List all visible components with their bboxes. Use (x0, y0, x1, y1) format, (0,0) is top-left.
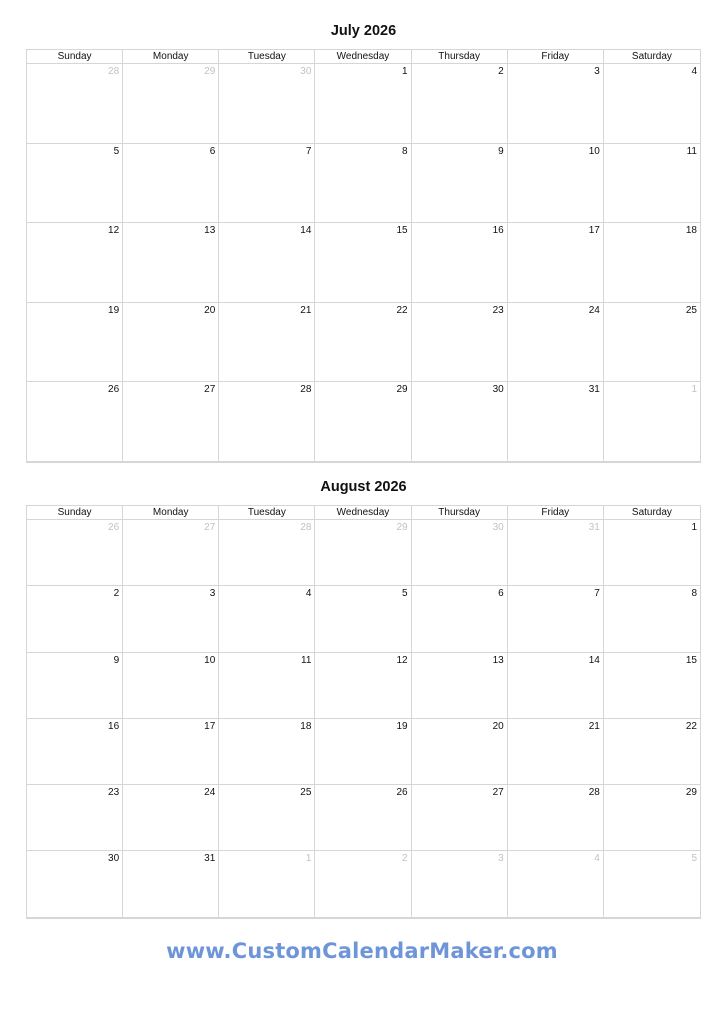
day-number: 12 (108, 225, 120, 236)
adjacent-month-day-number: 4 (594, 853, 600, 865)
day-cell (604, 144, 700, 224)
day-number: 25 (300, 787, 312, 799)
day-cell (412, 785, 508, 851)
adjacent-month-day-number: 30 (492, 522, 504, 533)
day-number: 5 (113, 145, 120, 157)
day-cell (315, 144, 411, 224)
adjacent-month-day-number: 1 (305, 853, 312, 865)
day-cell (604, 785, 700, 851)
adjacent-month-day-number: 30 (300, 66, 312, 77)
day-cell (508, 64, 604, 144)
day-cell (27, 520, 123, 586)
day-number: 13 (492, 654, 504, 666)
day-cell (508, 223, 604, 303)
day-cell (123, 520, 219, 586)
day-cell (27, 64, 123, 144)
day-number: 20 (492, 720, 504, 732)
day-number: 23 (108, 787, 120, 799)
day-cell (123, 653, 219, 719)
day-cell (315, 520, 411, 586)
adjacent-month-day-number: 5 (691, 853, 697, 865)
adjacent-month-day-number: 29 (204, 66, 216, 77)
day-cell (219, 653, 315, 719)
day-cell (219, 64, 315, 144)
day-number: 14 (588, 654, 600, 666)
day-cell (412, 520, 508, 586)
day-cell (219, 851, 315, 917)
day-number: 20 (204, 304, 216, 316)
adjacent-month-day-number: 2 (402, 853, 408, 865)
month-title: August 2026 (320, 479, 407, 495)
day-number: 23 (492, 304, 504, 316)
month-grid (26, 49, 701, 463)
day-number: 27 (204, 384, 216, 395)
weekday-header: Monday (123, 50, 219, 64)
day-number: 9 (113, 654, 120, 666)
day-number: 8 (691, 588, 697, 600)
day-number: 28 (588, 787, 600, 799)
day-cell (412, 851, 508, 917)
day-cell (508, 719, 604, 785)
weekday-header: Sunday (27, 506, 123, 520)
adjacent-month-day-number: 3 (498, 853, 504, 865)
weekday-header: Thursday (412, 50, 508, 64)
day-number: 4 (305, 588, 312, 600)
day-cell (604, 64, 700, 144)
day-cell (412, 719, 508, 785)
day-cell (412, 303, 508, 383)
day-cell (27, 223, 123, 303)
day-cell (604, 520, 700, 586)
day-number: 9 (498, 145, 504, 157)
adjacent-month-day-number: 28 (300, 522, 312, 533)
day-cell (604, 719, 700, 785)
day-number: 6 (209, 145, 216, 157)
day-number: 19 (108, 304, 120, 316)
adjacent-month-day-number: 27 (204, 522, 216, 533)
day-cell (508, 520, 604, 586)
day-cell (123, 382, 219, 462)
day-cell (123, 223, 219, 303)
day-number: 10 (588, 145, 600, 157)
weekday-header: Sunday (27, 50, 123, 64)
day-cell (219, 303, 315, 383)
day-cell (123, 719, 219, 785)
day-cell (27, 851, 123, 917)
day-cell (219, 520, 315, 586)
day-number: 7 (305, 145, 312, 157)
day-cell (315, 64, 411, 144)
day-cell (315, 653, 411, 719)
day-cell (123, 64, 219, 144)
day-cell (412, 64, 508, 144)
adjacent-month-day-number: 26 (108, 522, 120, 533)
day-cell (123, 851, 219, 917)
day-cell (508, 586, 604, 652)
day-number: 2 (498, 66, 504, 77)
day-cell (219, 223, 315, 303)
day-number: 16 (492, 225, 504, 236)
day-number: 12 (396, 654, 408, 666)
day-cell (604, 653, 700, 719)
day-number: 13 (204, 225, 216, 236)
day-cell (315, 223, 411, 303)
day-cell (315, 851, 411, 917)
month-grid (26, 505, 701, 919)
day-number: 10 (204, 654, 216, 666)
day-number: 11 (686, 145, 697, 157)
day-cell (123, 303, 219, 383)
day-cell (315, 586, 411, 652)
day-cell (27, 382, 123, 462)
day-number: 8 (402, 145, 408, 157)
day-cell (508, 653, 604, 719)
day-cell (315, 719, 411, 785)
day-cell (315, 303, 411, 383)
day-number: 30 (108, 853, 120, 865)
day-number: 18 (685, 225, 697, 236)
day-number: 19 (396, 720, 408, 732)
day-cell (123, 785, 219, 851)
adjacent-month-day-number: 28 (108, 66, 120, 77)
day-number: 24 (588, 304, 600, 316)
weekday-header: Friday (508, 50, 604, 64)
day-number: 29 (685, 787, 697, 799)
adjacent-month-day-number: 1 (691, 384, 697, 395)
day-cell (412, 653, 508, 719)
day-cell (508, 303, 604, 383)
day-cell (27, 586, 123, 652)
weekday-header: Monday (123, 506, 219, 520)
day-number: 29 (396, 384, 408, 395)
day-number: 24 (204, 787, 216, 799)
day-number: 31 (204, 853, 216, 865)
day-number: 7 (594, 588, 600, 600)
day-cell (219, 144, 315, 224)
day-cell (27, 303, 123, 383)
day-cell (412, 144, 508, 224)
day-cell (604, 223, 700, 303)
day-number: 2 (113, 588, 120, 600)
day-number: 26 (396, 787, 408, 799)
day-cell (412, 223, 508, 303)
day-cell (508, 144, 604, 224)
day-cell (508, 851, 604, 917)
day-number: 14 (300, 225, 312, 236)
weekday-header: Tuesday (219, 50, 315, 64)
day-number: 17 (204, 720, 216, 732)
day-cell (604, 586, 700, 652)
weekday-header: Wednesday (315, 506, 411, 520)
day-number: 15 (685, 654, 697, 666)
day-number: 3 (209, 588, 216, 600)
day-cell (412, 382, 508, 462)
day-number: 3 (594, 66, 600, 77)
site-watermark: www.CustomCalendarMaker.com (166, 939, 558, 963)
day-number: 26 (108, 384, 120, 395)
day-number: 30 (492, 384, 504, 395)
day-number: 22 (396, 304, 408, 316)
day-cell (604, 382, 700, 462)
adjacent-month-day-number: 31 (588, 522, 600, 533)
day-cell (412, 586, 508, 652)
day-number: 21 (588, 720, 600, 732)
day-cell (508, 785, 604, 851)
day-cell (219, 586, 315, 652)
month-title: July 2026 (330, 23, 397, 39)
day-cell (123, 586, 219, 652)
day-cell (27, 144, 123, 224)
day-cell (27, 653, 123, 719)
day-number: 25 (685, 304, 697, 316)
day-number: 18 (300, 720, 312, 732)
day-cell (219, 719, 315, 785)
day-number: 27 (492, 787, 504, 799)
day-number: 1 (402, 66, 408, 77)
day-cell (27, 785, 123, 851)
day-number: 11 (301, 654, 312, 666)
weekday-header: Saturday (604, 506, 700, 520)
day-number: 16 (108, 720, 120, 732)
day-cell (604, 851, 700, 917)
day-cell (508, 382, 604, 462)
day-number: 4 (691, 66, 697, 77)
day-number: 22 (685, 720, 697, 732)
day-cell (219, 382, 315, 462)
weekday-header: Wednesday (315, 50, 411, 64)
day-number: 17 (588, 225, 600, 236)
day-number: 1 (691, 522, 697, 533)
day-number: 31 (588, 384, 600, 395)
day-cell (123, 144, 219, 224)
day-cell (604, 303, 700, 383)
day-number: 28 (300, 384, 312, 395)
day-number: 5 (402, 588, 408, 600)
day-cell (219, 785, 315, 851)
day-cell (315, 785, 411, 851)
day-number: 21 (300, 304, 312, 316)
adjacent-month-day-number: 29 (396, 522, 408, 533)
day-number: 6 (498, 588, 504, 600)
weekday-header: Tuesday (219, 506, 315, 520)
day-number: 15 (396, 225, 408, 236)
day-cell (315, 382, 411, 462)
day-cell (27, 719, 123, 785)
weekday-header: Friday (508, 506, 604, 520)
weekday-header: Thursday (412, 506, 508, 520)
weekday-header: Saturday (604, 50, 700, 64)
